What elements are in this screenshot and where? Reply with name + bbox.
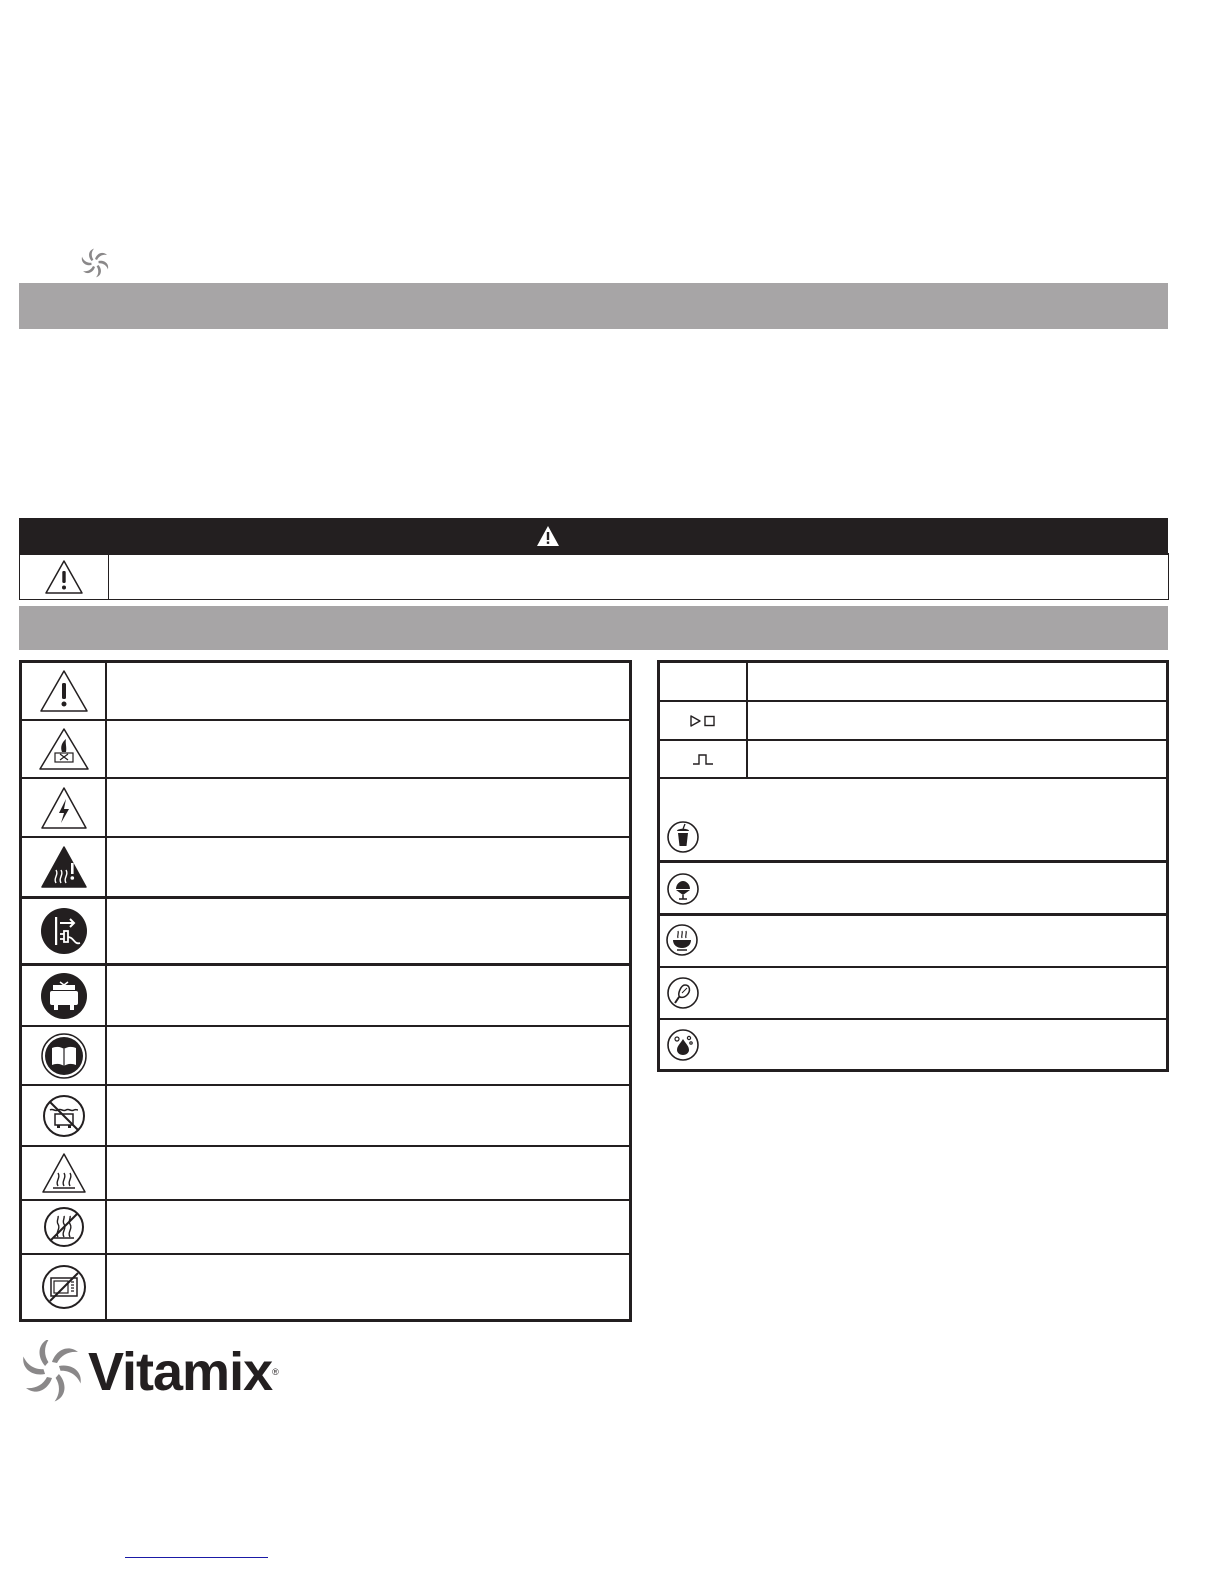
controls-table-divider	[746, 662, 748, 778]
table-row	[22, 1255, 105, 1319]
table-row	[22, 1027, 105, 1084]
table-row	[22, 899, 105, 963]
symbols-table	[19, 660, 632, 1322]
unplug-icon	[40, 907, 88, 955]
warning-triangle-outline-icon	[39, 669, 89, 713]
table-row	[22, 1201, 105, 1253]
table-row	[22, 1147, 105, 1199]
hot-surface-icon	[41, 1152, 87, 1194]
no-microwave-icon	[41, 1264, 87, 1310]
smoothie-cup-icon	[666, 820, 700, 854]
pulse-icon	[692, 752, 714, 766]
no-immersion-icon	[42, 1094, 86, 1138]
electric-shock-icon	[40, 786, 88, 830]
table-row	[660, 702, 746, 739]
header-bar	[19, 283, 1168, 329]
table-row	[22, 966, 105, 1025]
table-row	[22, 721, 105, 777]
registered-mark: ®	[272, 1367, 278, 1377]
warning-row-divider	[108, 555, 109, 599]
table-row	[22, 663, 105, 719]
start-stop-icon	[689, 714, 717, 728]
hot-steam-warning-icon	[40, 845, 88, 889]
warning-row	[19, 553, 1169, 600]
brand-name: Vitamix	[88, 1342, 273, 1402]
vitamix-logo-mark	[22, 1340, 84, 1402]
section-bar	[19, 606, 1168, 650]
brand-wordmark	[88, 1340, 278, 1404]
warning-banner	[19, 518, 1168, 555]
hot-soup-icon	[665, 923, 699, 957]
read-manual-icon	[41, 1033, 87, 1079]
motor-base-icon	[40, 972, 88, 1020]
blade-hazard-icon	[38, 727, 90, 771]
bottom-link[interactable]	[125, 1557, 268, 1558]
table-row	[22, 779, 105, 836]
table-row	[22, 838, 105, 896]
no-hot-ingredients-icon	[43, 1206, 85, 1248]
vitamix-swirl-icon	[80, 248, 112, 280]
warning-triangle-outline-icon	[20, 555, 108, 599]
frozen-dessert-icon	[666, 872, 700, 906]
table-row	[660, 741, 746, 777]
warning-triangle-icon	[536, 525, 560, 547]
dips-spreads-icon	[666, 976, 700, 1010]
self-cleaning-icon	[666, 1028, 700, 1062]
symbols-table-divider	[105, 662, 107, 1320]
table-row	[22, 1086, 105, 1145]
